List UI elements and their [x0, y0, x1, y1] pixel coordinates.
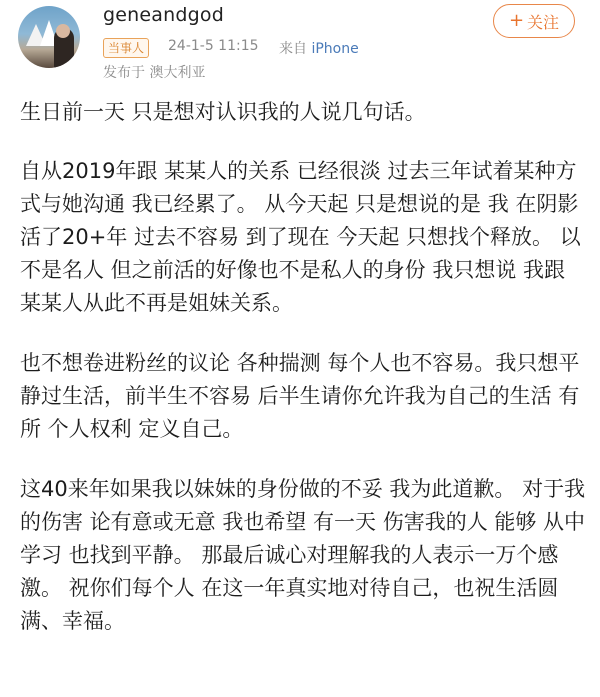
post-location: 发布于 澳大利亚: [103, 65, 206, 81]
post-paragraph: 自从2019年跟 某某人的关系 已经很淡 过去三年试着某种方式与她沟通 我已经累了。 从今天起 只是想说的是 我 在阴影活了20+年 过去不容易 到了现在 今天起 只想找个释放。 以 不是名人 但之前活的好像也不是私人的身份 我只想说 我跟 某某人从此不再是姐妹关系。: [20, 159, 581, 315]
avatar[interactable]: [18, 6, 80, 68]
post-paragraph: 生日前一天 只是想对认识我的人说几句话。: [20, 100, 426, 124]
post-paragraph: 这40来年如果我以妹妹的身份做的不妥 我为此道歉。 对于我的伤害 论有意或无意 我也希望 有一天 伤害我的人 能够 从中学习 也找到平静。 那最后诚心对理解我的人表示一万个感激。 祝你们每个人 在这一年真实地对待自己，也祝生活圆满、幸福。: [20, 477, 586, 633]
plus-icon: +: [508, 10, 525, 31]
source-device[interactable]: iPhone: [311, 41, 359, 57]
post-timestamp: 24-1-5 11:15: [168, 38, 259, 54]
post-paragraph: 也不想卷进粉丝的议论 各种揣测 每个人也不容易。我只想平静过生活，前半生不容易 后半生请你允许我为自己的生活 有所 个人权利 定义自己。: [20, 351, 580, 441]
person-face: [56, 24, 70, 38]
post-source: [279, 38, 359, 58]
post-body: [20, 96, 586, 665]
author-username[interactable]: geneandgod: [103, 4, 224, 26]
post-header: [0, 0, 600, 95]
follow-button[interactable]: [493, 4, 575, 38]
source-prefix: 来自: [279, 41, 307, 57]
follow-label: 关注: [527, 12, 560, 32]
status-badge: 当事人: [103, 38, 149, 58]
